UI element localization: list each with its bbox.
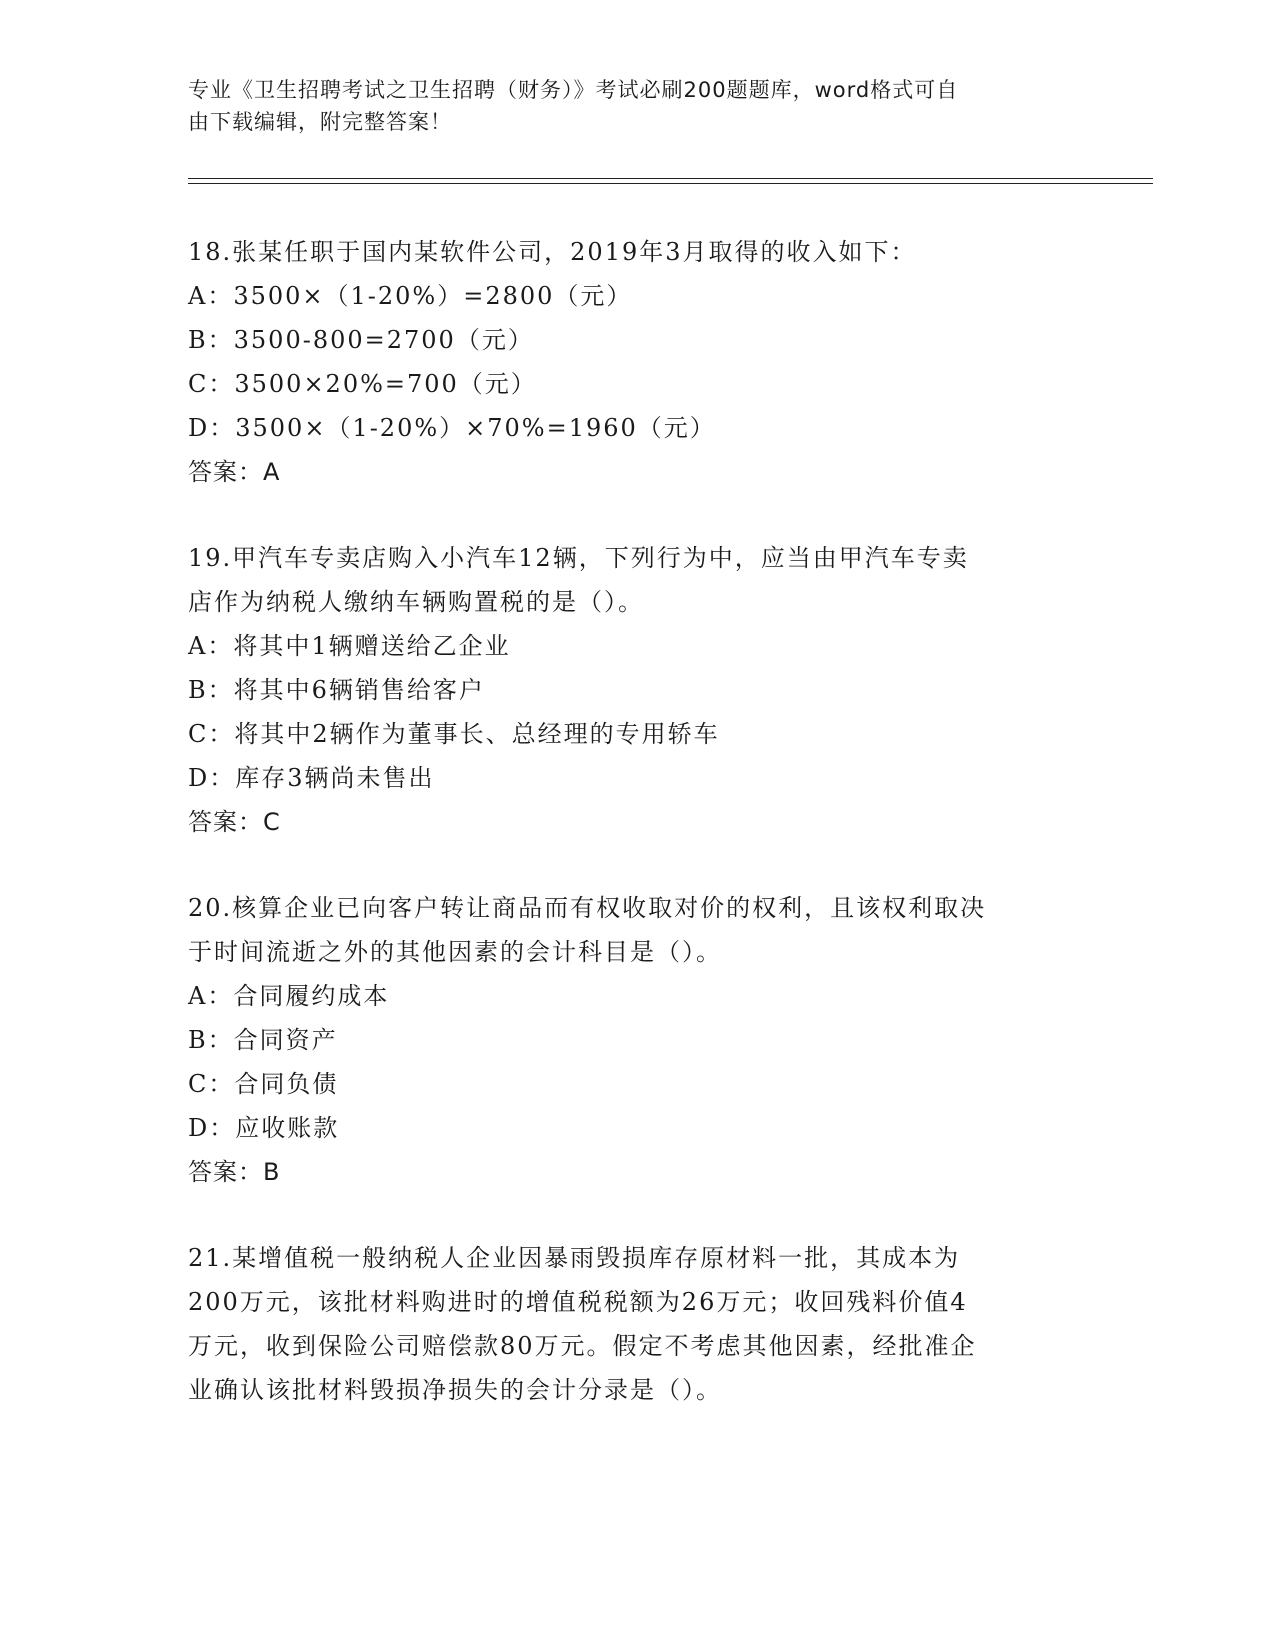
question-19-stem-line-2: 店作为纳税人缴纳车辆购置税的是（）。 (188, 588, 644, 616)
header-divider-bottom (188, 183, 1153, 184)
question-21-stem-line-4: 业确认该批材料毁损净损失的会计分录是（）。 (188, 1376, 722, 1404)
document-header (188, 74, 1068, 138)
question-21-stem-line-3: 万元，收到保险公司赔偿款80万元。假定不考虑其他因素，经批准企 (188, 1332, 977, 1360)
question-20-answer: 答案：B (188, 1158, 281, 1186)
question-21-stem-line-2: 200万元，该批材料购进时的增值税税额为26万元；收回残料价值4 (188, 1288, 968, 1316)
question-19-option-c: C：将其中2辆作为董事长、总经理的专用轿车 (188, 720, 720, 748)
question-20-option-b: B：合同资产 (188, 1026, 338, 1054)
question-19-option-d: D：库存3辆尚未售出 (188, 764, 435, 792)
question-18-option-b: B：3500-800=2700（元） (188, 326, 534, 354)
question-19-answer: 答案：C (188, 808, 281, 836)
header-divider-top (188, 178, 1153, 179)
question-18-answer: 答案：A (188, 458, 281, 486)
question-19-option-a: A：将其中1辆赠送给乙企业 (188, 632, 511, 660)
question-18-option-c: C：3500×20%=700（元） (188, 370, 537, 398)
question-19-option-b: B：将其中6辆销售给客户 (188, 676, 485, 704)
question-20-stem-line-1: 20.核算企业已向客户转让商品而有权收取对价的权利，且该权利取决 (188, 894, 987, 922)
question-20-option-a: A：合同履约成本 (188, 982, 390, 1010)
question-18-option-a: A：3500×（1-20%）=2800（元） (188, 282, 633, 310)
question-20-option-c: C：合同负债 (188, 1070, 339, 1098)
question-18-stem: 18.张某任职于国内某软件公司，2019年3月取得的收入如下： (188, 238, 917, 266)
question-18-option-d: D：3500×（1-20%）×70%=1960（元） (188, 414, 716, 442)
question-19-stem-line-1: 19.甲汽车专卖店购入小汽车12辆，下列行为中，应当由甲汽车专卖 (188, 544, 969, 572)
question-21-stem-line-1: 21.某增值税一般纳税人企业因暴雨毁损库存原材料一批，其成本为 (188, 1244, 961, 1272)
question-20-stem-line-2: 于时间流逝之外的其他因素的会计科目是（）。 (188, 938, 722, 966)
header-line-1: 专业《卫生招聘考试之卫生招聘（财务）》考试必刷200题题库，word格式可自 (188, 78, 959, 102)
question-20-option-d: D：应收账款 (188, 1114, 340, 1142)
header-line-2: 由下载编辑，附完整答案！ (188, 110, 452, 134)
